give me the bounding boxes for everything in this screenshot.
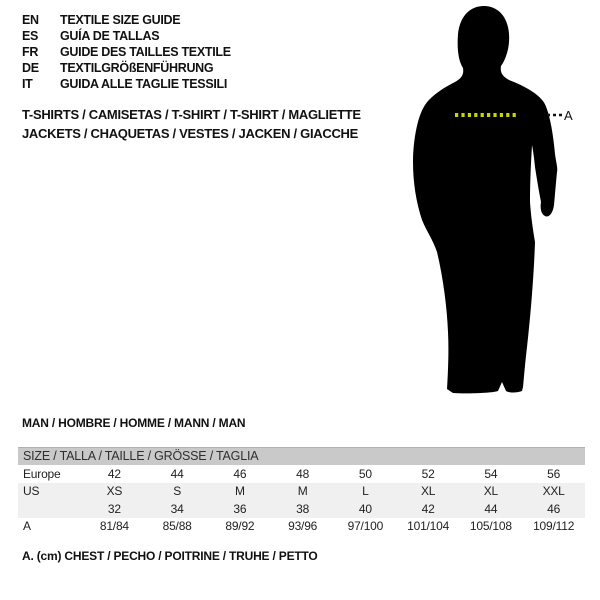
- table-cell: 50: [358, 466, 372, 481]
- table-cell: 46: [547, 501, 561, 516]
- language-row: [22, 28, 231, 44]
- man-silhouette: [413, 6, 557, 393]
- size-table-header: SIZE / TALLA / TAILLE / GRÖSSE / TAGLIA: [18, 447, 585, 465]
- language-code: EN: [22, 13, 39, 27]
- table-cell: 38: [296, 501, 310, 516]
- table-row-us: [18, 483, 585, 501]
- table-row-chest-a: [18, 518, 585, 536]
- table-cell: XXL: [542, 484, 565, 499]
- language-code: IT: [22, 77, 33, 91]
- language-code: FR: [22, 45, 39, 59]
- section-label-man: MAN / HOMBRE / HOMME / MANN / MAN: [22, 416, 246, 430]
- table-row-europe: [18, 465, 585, 483]
- table-cell: XS: [106, 484, 123, 499]
- table-cell: 109/112: [533, 519, 575, 534]
- row-label: US: [23, 484, 40, 499]
- table-cell: 32: [107, 501, 121, 516]
- language-row: [22, 60, 231, 76]
- language-label: GUIDE DES TAILLES TEXTILE: [60, 45, 231, 59]
- table-cell: 40: [358, 501, 372, 516]
- language-label: TEXTILE SIZE GUIDE: [60, 13, 181, 27]
- row-label: A: [23, 519, 31, 534]
- language-row: [22, 44, 231, 60]
- table-row-numeric: [18, 500, 585, 518]
- table-cell: 105/108: [469, 519, 512, 534]
- table-cell: M: [234, 484, 245, 499]
- table-cell: 34: [170, 501, 184, 516]
- table-cell: 93/96: [288, 519, 318, 534]
- language-code: ES: [22, 29, 39, 43]
- table-cell: XL: [483, 484, 499, 499]
- row-label: Europe: [23, 466, 61, 481]
- table-cell: 46: [233, 466, 247, 481]
- language-list: [22, 12, 231, 92]
- size-table: [18, 447, 585, 535]
- measurement-footnote: A. (cm) CHEST / PECHO / POITRINE / TRUHE / PETTO: [22, 549, 318, 563]
- table-cell: 89/92: [225, 519, 255, 534]
- measure-label-a: A: [564, 108, 573, 123]
- table-cell: 44: [484, 501, 498, 516]
- table-cell: 48: [296, 466, 310, 481]
- table-cell: 42: [421, 501, 435, 516]
- language-row: [22, 12, 231, 28]
- table-cell: 81/84: [99, 519, 129, 534]
- table-cell: 52: [421, 466, 435, 481]
- table-cell: 36: [233, 501, 247, 516]
- table-cell: 85/88: [162, 519, 192, 534]
- language-row: [22, 76, 231, 92]
- table-cell: 56: [547, 466, 561, 481]
- table-cell: M: [297, 484, 308, 499]
- man-silhouette-figure: [405, 2, 575, 400]
- category-list: [22, 105, 361, 143]
- table-cell: L: [362, 484, 369, 499]
- language-label: GUIDA ALLE TAGLIE TESSILI: [60, 77, 228, 91]
- table-cell: 97/100: [347, 519, 384, 534]
- table-cell: S: [173, 484, 182, 499]
- table-cell: 101/104: [407, 519, 450, 534]
- language-label: TEXTILGRÖßENFÜHRUNG: [60, 61, 214, 75]
- language-label: GUÍA DE TALLAS: [60, 29, 160, 43]
- table-cell: 54: [484, 466, 498, 481]
- table-cell: 44: [170, 466, 184, 481]
- category-jackets: JACKETS / CHAQUETAS / VESTES / JACKEN / GIACCHE: [22, 126, 358, 141]
- language-code: DE: [22, 61, 39, 75]
- category-tshirts: T-SHIRTS / CAMISETAS / T-SHIRT / T-SHIRT / MAGLIETTE: [22, 107, 361, 122]
- table-cell: XL: [420, 484, 436, 499]
- table-cell: 42: [107, 466, 121, 481]
